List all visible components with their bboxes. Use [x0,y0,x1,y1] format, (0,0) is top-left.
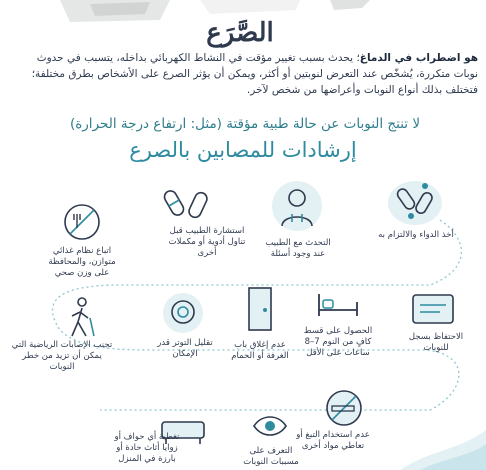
capsules-icon [160,180,216,228]
label-door: عدم إغلاق باب الغرفة أو الحمام [231,340,289,361]
guidelines-heading: إرشادات للمصابين بالصرع [129,138,357,162]
corner-wave-decoration [400,430,486,470]
label-sports: تجنب الإصابات الرياضية التي يمكن أن تزيد من خطر النوبات [11,340,113,372]
bed-icon [315,288,361,320]
label-diet: اتباع نظام غذائي متوازن، والمحافظة على وزن صحي [48,246,116,278]
no-food-icon [60,200,104,244]
eye-icon [250,408,290,444]
label-record: الاحتفاظ بسجل للنوبات [408,332,464,353]
no-smoking-icon [322,388,366,428]
head-stress-icon [160,290,206,336]
doctor-icon [270,178,324,234]
door-icon [245,284,275,334]
label-sleep: الحصول على قسط كافٍ من النوم 7–8 ساعات على الأقل [303,326,373,358]
pills-icon [385,178,445,228]
note-line: لا تنتج النوبات عن حالة طبية مؤقتة (مثل: ارتفاع درجة الحرارة) [69,116,421,132]
label-talk-doctor: التحدث مع الطبيب عند وجود أسئلة [265,238,331,259]
label-consult: استشارة الطبيب قبل تناول أدوية أو مكملات أخرى [168,226,246,258]
intro-text: ؛ يحدث بسبب تغيير مؤقت في النشاط الكهربائي بداخله، يتسبب في حدوث نوبات متكررة، يُشخّص عند التعرض لنوبتين أو أكثر، ويمكن أن يؤثر الصرع على الأشخاص بطرق مختلفة؛ فتختلف بذلك أنواع النوبات وأعراضها من شخص لآخر. [31,52,478,96]
walking-person-icon [60,296,100,342]
label-stress: تقليل التوتر قدر الإمكان [157,338,213,359]
label-smoking: عدم استخدام التبغ أو تعاطي مواد أخرى [296,430,370,451]
label-corners: تغطية أي حواف أو زوايا أثاث حادة أو بارزة في المنزل [114,432,180,464]
intro-bold: هو اضطراب في الدماغ [359,52,478,64]
record-card-icon [410,292,456,326]
label-meds: أخذ الدواء والالتزام به [378,230,454,240]
label-triggers: التعرف على مسببات النوبات [243,446,299,467]
page-title: الصَّرَع [206,18,274,48]
